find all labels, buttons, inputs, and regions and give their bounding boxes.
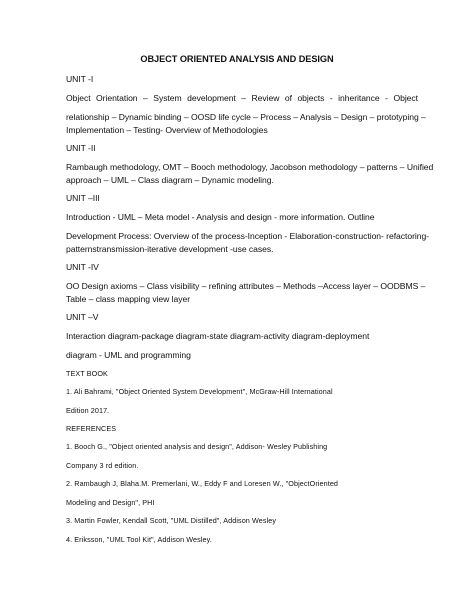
unit-1-text-line-1: Object Orientation – System development – Review of objects - inheritance - Object [66, 93, 418, 103]
reference-1-line-2: Company 3 rd edition. [66, 461, 139, 470]
unit-3-heading: UNIT –III [66, 193, 100, 203]
textbook-heading: TEXT BOOK [66, 369, 108, 378]
unit-3-text-line-1: Introduction - UML – Meta model - Analysis and design - more information. Outline [66, 212, 375, 222]
textbook-entry-line-2: Edition 2017. [66, 406, 110, 415]
unit-1-heading: UNIT -I [66, 74, 94, 84]
unit-4-text-line-1: OO Design axioms – Class visibility – refining attributes – Methods –Access layer – OODBMS – [66, 281, 426, 291]
reference-3: 3. Martin Fowler, Kendall Scott, "UML Distilled", Addison Wesley [66, 516, 277, 525]
unit-1-text-line-2: relationship – Dynamic binding – OOSD life cycle – Process – Analysis – Design – prototyping – [66, 112, 426, 122]
unit-5-text-line-2: diagram - UML and programming [66, 350, 191, 360]
unit-2-heading: UNIT -II [66, 143, 96, 153]
reference-2-line-2: Modeling and Design", PHI [66, 498, 155, 507]
unit-4-text-line-2: Table – class mapping view layer [66, 294, 191, 304]
document-title: OBJECT ORIENTED ANALYSIS AND DESIGN [140, 54, 334, 64]
unit-1-text-line-3: Implementation – Testing- Overview of Methodologies [66, 125, 268, 135]
unit-3-text-line-3: patternstransmission-iterative development -use cases. [66, 244, 274, 254]
unit-5-heading: UNIT –V [66, 312, 99, 322]
unit-5-text-line-1: Interaction diagram-package diagram-state diagram-activity diagram-deployment [66, 331, 370, 341]
reference-4: 4. Eriksson, "UML Tool Kit", Addison Wesley. [66, 535, 212, 544]
unit-2-text-line-2: approach – UML – Class diagram – Dynamic modeling. [66, 175, 274, 185]
references-heading: REFERENCES [66, 424, 117, 433]
reference-1-line-1: 1. Booch G., "Object oriented analysis and design", Addison- Wesley Publishing [66, 442, 328, 451]
unit-4-heading: UNIT -IV [66, 262, 99, 272]
textbook-entry-line-1: 1. Ali Bahrami, "Object Oriented System Development", McGraw-Hill International [66, 387, 333, 396]
unit-3-text-line-2: Development Process: Overview of the process-Inception - Elaboration-construction- refactoring- [66, 231, 430, 241]
reference-2-line-1: 2. Rambaugh J, Blaha.M. Premerlani, W., Eddy F and Loresen W., "ObjectOriented [66, 479, 339, 488]
unit-2-text-line-1: Rambaugh methodology, OMT – Booch methodology, Jacobson methodology – patterns – Unified [66, 162, 434, 172]
